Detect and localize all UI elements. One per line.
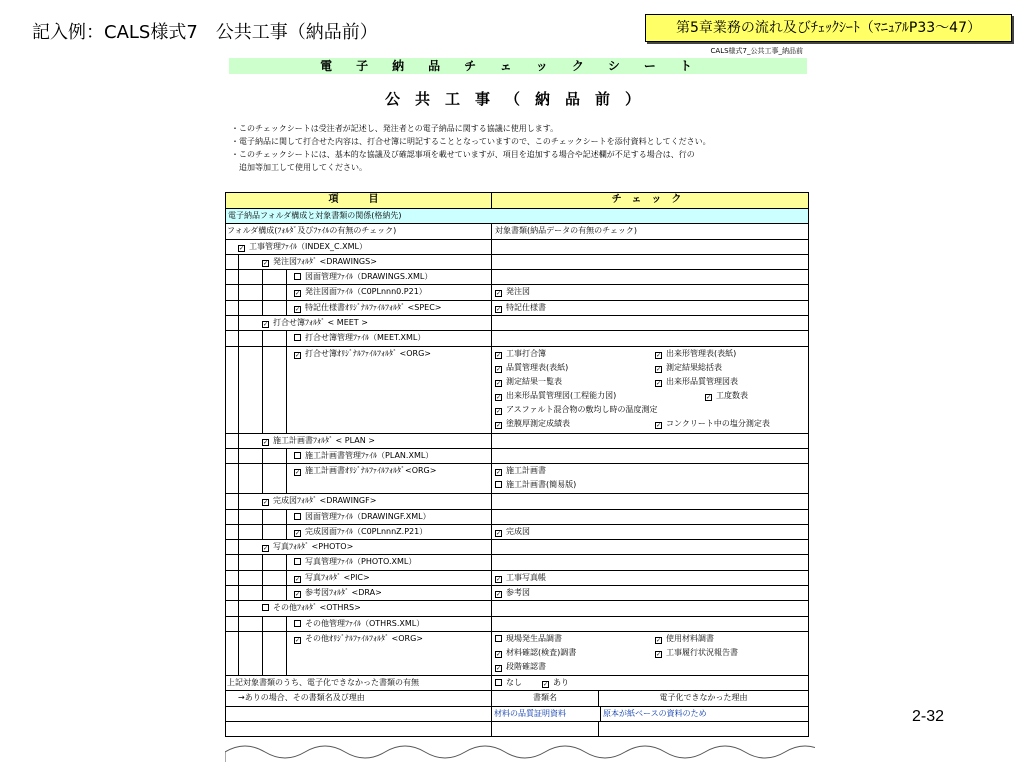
- checkbox[interactable]: [655, 637, 662, 644]
- table-row: 上記対象書類のうち、電子化できなかった書類の有無 なし✓ あり: [226, 676, 808, 691]
- checkbox[interactable]: [294, 452, 301, 459]
- instruction-line: ・電子納品に関して打合せた内容は、打合せ簿に明記することとなっていますので、このチェックシートを添付資料としてください。: [231, 137, 711, 146]
- checkbox[interactable]: [655, 380, 662, 387]
- untransformed-docs-header: 書類名 電子化できなかった理由: [492, 691, 808, 705]
- checkbox[interactable]: [262, 260, 269, 267]
- subheader-row: [226, 224, 808, 239]
- instructions: [231, 122, 811, 174]
- table-row: 打合せ簿管理ﾌｧｲﾙ（MEET.XML）: [226, 331, 808, 346]
- table-row: ✓写真ﾌｫﾙﾀﾞ <PHOTO>: [226, 540, 808, 555]
- slide-title: 記入例：CALS様式7 公共工事（納品前）: [32, 22, 378, 43]
- checkbox[interactable]: [294, 334, 301, 341]
- checksheet-document: [225, 42, 815, 762]
- footer-followup: →ありの場合、その書類名及び理由: [226, 691, 492, 705]
- subheader-right: 対象書類(納品データの有無のチェック): [495, 226, 638, 236]
- reference-box: 第5章業務の流れ及びﾁｪｯｸｼｰﾄ（ﾏﾆｭｱﾙP33～47）: [645, 14, 1012, 42]
- checkbox[interactable]: [262, 545, 269, 552]
- checkbox[interactable]: [294, 306, 301, 313]
- checkbox[interactable]: [655, 366, 662, 373]
- checkbox[interactable]: [294, 352, 301, 359]
- checkbox[interactable]: [262, 439, 269, 446]
- checkbox[interactable]: [294, 591, 301, 598]
- checkbox[interactable]: [655, 352, 662, 359]
- table-row: 写真管理ﾌｧｲﾙ（PHOTO.XML）: [226, 555, 808, 570]
- checkbox[interactable]: [238, 245, 245, 252]
- table-row: ✓発注図面ﾌｧｲﾙ（C0PLnnn0.P21） ✓ 発注図: [226, 285, 808, 300]
- checkbox[interactable]: [495, 408, 502, 415]
- checkbox[interactable]: [705, 394, 712, 401]
- table-row: ✓完成図ﾌｫﾙﾀﾞ <DRAWINGF>: [226, 494, 808, 509]
- checkbox[interactable]: [294, 513, 301, 520]
- checkbox[interactable]: [294, 637, 301, 644]
- checkbox[interactable]: [495, 422, 502, 429]
- checkbox[interactable]: [262, 499, 269, 506]
- checkbox[interactable]: [262, 321, 269, 328]
- table-row: ✓発注図ﾌｫﾙﾀﾞ <DRAWINGS>: [226, 255, 808, 270]
- table-row: ✓参考図ﾌｫﾙﾀﾞ <DRA> ✓ 参考図: [226, 586, 808, 601]
- table-row: 図面管理ﾌｧｲﾙ（DRAWINGF.XML）: [226, 510, 808, 525]
- checkbox[interactable]: [294, 273, 301, 280]
- header-check: チェック: [611, 194, 692, 205]
- check-table: [225, 192, 809, 737]
- table-row: ✓その他ｵﾘｼﾞﾅﾙﾌｧｲﾙﾌｫﾙﾀﾞ <ORG> 現場発生品調書 ✓ 使用材料調書 ✓材料確認(検査)調書 ✓ 工事履行状況報告書 ✓段階確認書: [226, 632, 808, 676]
- table-row: [226, 691, 808, 706]
- table-header: [226, 193, 808, 209]
- instruction-line: ・このチェックシートには、基本的な協議及び確認事項を載せていますが、項目を追加する場合や記述欄が不足する場合は、行の: [231, 150, 695, 159]
- section-label: 電子納品フォルダ構成と対象書類の関係(格納先): [228, 211, 402, 220]
- doc-band-title: 電子納品チェックシート: [229, 58, 807, 74]
- checkbox[interactable]: [655, 422, 662, 429]
- table-row: ✓施工計画書ｵﾘｼﾞﾅﾙﾌｧｲﾙﾌｫﾙﾀﾞ<ORG> ✓ 施工計画書 施工計画書(簡易版): [226, 464, 808, 494]
- table-row: ✓工事管理ﾌｧｲﾙ（INDEX_C.XML）: [226, 240, 808, 255]
- table-row: その他ﾌｫﾙﾀﾞ <OTHRS>: [226, 601, 808, 616]
- other-docs: 現場発生品調書 ✓ 使用材料調書 ✓材料確認(検査)調書 ✓ 工事履行状況報告書 ✓段階確認書: [495, 632, 808, 674]
- checkbox[interactable]: [294, 620, 301, 627]
- untransformed-docs-entry: 材料の品質証明資料 原本が紙ベースの資料のため: [492, 707, 808, 721]
- table-row: その他管理ﾌｧｲﾙ（OTHRS.XML）: [226, 617, 808, 632]
- checkbox[interactable]: [262, 604, 269, 611]
- checkbox[interactable]: [495, 530, 502, 537]
- footer-question: 上記対象書類のうち、電子化できなかった書類の有無: [226, 676, 492, 690]
- checkbox[interactable]: [495, 635, 502, 642]
- checkbox[interactable]: [294, 290, 301, 297]
- doc-title: 公共工事（納品前）: [384, 90, 655, 108]
- checkbox[interactable]: [495, 665, 502, 672]
- header-item: 項 目: [226, 193, 492, 208]
- checkbox[interactable]: [294, 558, 301, 565]
- checkbox[interactable]: [495, 481, 502, 488]
- checkbox[interactable]: [542, 681, 549, 688]
- table-row: ✓打合せ簿ｵﾘｼﾞﾅﾙﾌｧｲﾙﾌｫﾙﾀﾞ <ORG> ✓ 工事打合簿 ✓ 出来形管理表(表紙) ✓品質管理表(表紙) ✓ 測定結果総括表 ✓測定結果一覧表 ✓ 出来形品質管理図表 ✓出来形品質管理図(工程能力図) ✓ 工度数表 ✓アスファルト混合物の敷均し時の温度測定 ✓塗膜厚測定成績表 ✓ コンクリート中の塩分測定表: [226, 347, 808, 434]
- checkbox[interactable]: [495, 651, 502, 658]
- subheader-left: フォルダ構成(ﾌｫﾙﾀﾞ及びﾌｧｲﾙの有無のチェック): [226, 224, 492, 238]
- table-row: ✓特記仕様書ｵﾘｼﾞﾅﾙﾌｧｲﾙﾌｫﾙﾀﾞ <SPEC> ✓ 特記仕様書: [226, 301, 808, 316]
- checkbox[interactable]: [495, 591, 502, 598]
- meet-docs: ✓ 工事打合簿 ✓ 出来形管理表(表紙) ✓品質管理表(表紙) ✓ 測定結果総括表 ✓測定結果一覧表 ✓ 出来形品質管理図表 ✓出来形品質管理図(工程能力図) ✓ 工度数表 ✓アスファルト混合物の敷均し時の温度測定 ✓塗膜厚測定成績表 ✓ コンクリート中の塩分測定表: [495, 347, 808, 431]
- checkbox[interactable]: [655, 651, 662, 658]
- checkbox[interactable]: [495, 352, 502, 359]
- checkbox[interactable]: [294, 576, 301, 583]
- table-row: [226, 707, 808, 722]
- table-row: ✓打合せ簿ﾌｫﾙﾀﾞ < MEET >: [226, 316, 808, 331]
- checkbox[interactable]: [294, 530, 301, 537]
- table-row: 図面管理ﾌｧｲﾙ（DRAWINGS.XML）: [226, 270, 808, 285]
- page-number: 2-32: [912, 708, 945, 725]
- checkbox[interactable]: [495, 380, 502, 387]
- table-row: ✓完成図面ﾌｧｲﾙ（C0PLnnnZ.P21） ✓ 完成図: [226, 525, 808, 540]
- table-row: ✓施工計画書ﾌｫﾙﾀﾞ < PLAN >: [226, 434, 808, 449]
- checkbox[interactable]: [495, 306, 502, 313]
- checkbox[interactable]: [495, 394, 502, 401]
- checkbox[interactable]: [495, 366, 502, 373]
- table-row: 施工計画書管理ﾌｧｲﾙ（PLAN.XML）: [226, 449, 808, 464]
- torn-edge: [225, 742, 815, 762]
- section-row: [226, 209, 808, 224]
- checkbox[interactable]: [294, 469, 301, 476]
- doc-reference: CALS様式7_公共工事_納品前: [710, 47, 803, 55]
- checkbox[interactable]: [495, 469, 502, 476]
- table-row: [226, 722, 808, 737]
- checkbox[interactable]: [495, 576, 502, 583]
- instruction-line: ・このチェックシートは受注者が記述し、発注者との電子納品に関する協議に使用します。: [231, 124, 559, 133]
- instruction-line: 追加等加工して使用してください。: [231, 163, 367, 172]
- checkbox[interactable]: [495, 290, 502, 297]
- checkbox[interactable]: [495, 679, 502, 686]
- table-row: ✓写真ﾌｫﾙﾀﾞ <PIC> ✓ 工事写真帳: [226, 571, 808, 586]
